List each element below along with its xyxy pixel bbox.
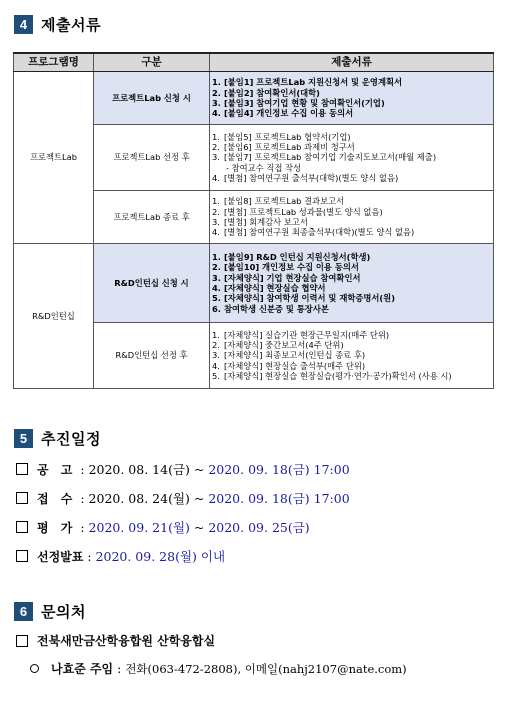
documents-cell: 1. [붙임5] 프로젝트Lab 협약서(기업) 2. [붙임6] 프로젝트Lab 과제비 청구서 3. [붙임7] 프로젝트Lab 참여기업 기술지도보고서(매월 제출) - 참여교수 직접 작성 4. [별첨] 참여연구원 출석부(대학)(별도 양식 없음)	[210, 125, 494, 191]
documents-table	[13, 52, 494, 389]
header-documents: 제출서류	[210, 53, 494, 72]
documents-cell: 1. [붙임1] 프로젝트Lab 지원신청서 및 운영계획서 2. [붙임2] 참여확인서(대학) 3. [붙임3] 참여기업 현황 및 참여확인서(기업) 4. [붙임4] 개인정보 수집 이용 동의서	[210, 72, 494, 125]
section-6-heading	[14, 601, 86, 622]
section-number-badge: 6	[14, 602, 33, 621]
contact-org: 전북새만금산학융합원 산학융합실	[16, 632, 215, 649]
checkbox-square-icon	[16, 492, 28, 504]
circle-bullet-icon	[30, 664, 39, 673]
documents-cell: 1. [붙임8] 프로젝트Lab 결과보고서 2. [별첨] 프로젝트Lab 성과물(별도 양식 없음) 3. [별첨] 회계감사 보고서 4. [별첨] 참여연구원 최종출석부(대학)(별도 양식 없음)	[210, 191, 494, 244]
documents-cell: 1. [자체양식] 실습기관 현장근무일지(매주 단위) 2. [자체양식] 중간보고서(4주 단위) 3. [자체양식] 최종보고서(인턴십 종료 후) 4. [자체양식] 현장실습 출석부(매주 단위) 5. [자체양식] 현장실습 현장실습(평가·연가·공가)확인서 (사용 시)	[210, 323, 494, 389]
category-cell: R&D인턴십 신청 시	[94, 244, 210, 323]
schedule-item: 평 가 : 2020. 09. 21(월) ~ 2020. 09. 25(금)	[16, 518, 310, 536]
section-5-heading	[14, 428, 101, 449]
section-number-badge: 4	[14, 15, 33, 34]
checkbox-square-icon	[16, 635, 28, 647]
schedule-item: 공 고 : 2020. 08. 14(금) ~ 2020. 09. 18(금) 17:00	[16, 460, 350, 478]
table-row	[14, 72, 494, 125]
section-4-heading	[14, 14, 101, 35]
section-title: 문의처	[41, 603, 86, 621]
table-header-row	[14, 53, 494, 72]
header-program: 프로그램명	[14, 53, 94, 72]
category-cell: 프로젝트Lab 종료 후	[94, 191, 210, 244]
checkbox-square-icon	[16, 521, 28, 533]
section-title: 제출서류	[41, 16, 101, 34]
category-cell: 프로젝트Lab 선정 후	[94, 125, 210, 191]
documents-cell: 1. [붙임9] R&D 인턴십 지원신청서(학생) 2. [붙임10] 개인정보 수집 이용 동의서 3. [자체양식] 기업 현장실습 참여확인서 4. [자체양식] 현장실습 협약서 5. [자체양식] 참여학생 이력서 및 재학증명서(원) 6. 참여학생 신분증 및 통장사본	[210, 244, 494, 323]
program-name: R&D인턴십	[14, 244, 94, 389]
schedule-item: 선정발표 : 2020. 09. 28(월) 이내	[16, 547, 225, 565]
contact-details: 전화(063-472-2808), 이메일(nahj2107@nate.com)	[125, 661, 407, 676]
section-number-badge: 5	[14, 429, 33, 448]
category-cell: R&D인턴십 선정 후	[94, 323, 210, 389]
section-title: 추진일정	[41, 430, 101, 448]
contact-person: 나효준 주임 : 전화(063-472-2808), 이메일(nahj2107@nate.com)	[30, 660, 407, 677]
category-cell: 프로젝트Lab 신청 시	[94, 72, 210, 125]
table-row	[14, 244, 494, 323]
program-name: 프로젝트Lab	[14, 72, 94, 244]
schedule-item: 접 수 : 2020. 08. 24(월) ~ 2020. 09. 18(금) 17:00	[16, 489, 350, 507]
checkbox-square-icon	[16, 550, 28, 562]
header-category: 구분	[94, 53, 210, 72]
checkbox-square-icon	[16, 463, 28, 475]
